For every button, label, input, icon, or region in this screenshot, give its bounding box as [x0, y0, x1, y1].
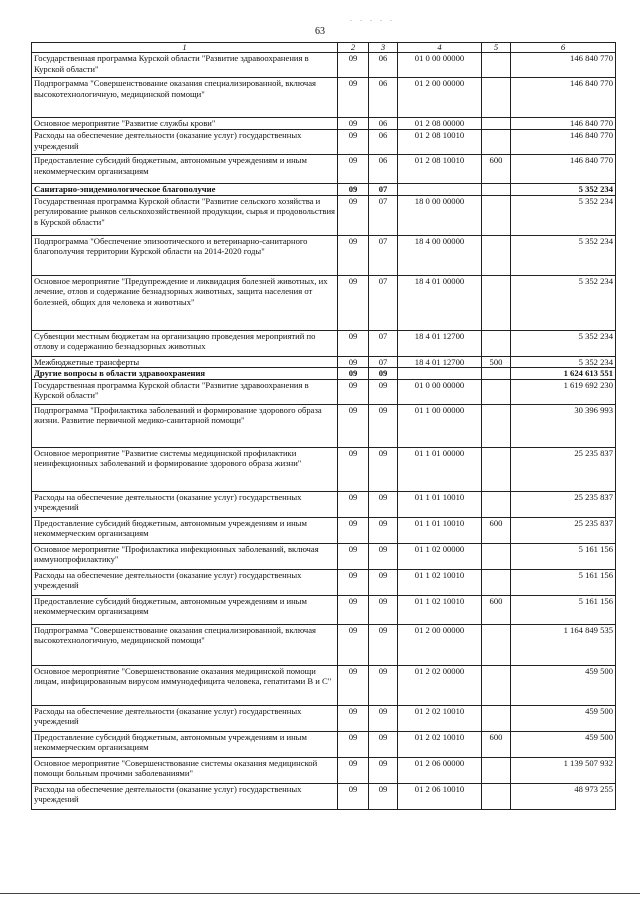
table-row	[32, 517, 616, 543]
row-expense-type-cell	[482, 705, 511, 731]
table-row	[32, 118, 616, 130]
row-name-cell: Основное мероприятие "Профилактика инфекционных заболеваний, включая иммунопрофилактику"	[32, 543, 338, 569]
row-name-cell: Государственная программа Курской области "Развитие здравоохранения в Курской области"	[32, 53, 338, 78]
row-expense-type-cell	[482, 491, 511, 517]
row-subsection-cell: 07	[369, 195, 398, 235]
row-target-article-cell: 18 4 01 00000	[398, 275, 482, 330]
row-target-article-cell: 01 1 01 00000	[398, 447, 482, 491]
row-expense-type-cell	[482, 447, 511, 491]
row-name-cell: Субвенции местным бюджетам на организацию проведения мероприятий по отлову и содержанию безнадзорных животных	[32, 330, 338, 356]
row-subsection-cell: 09	[369, 731, 398, 757]
row-subsection-cell: 06	[369, 118, 398, 130]
row-amount-cell: 25 235 837	[511, 517, 616, 543]
table-row	[32, 155, 616, 184]
row-amount-cell: 1 619 692 230	[511, 379, 616, 404]
row-name-cell: Подпрограмма "Обеспечение эпизоотического и ветеринарно-санитарного благополучия территории Курской области на 2014-2020 годы"	[32, 235, 338, 275]
table-row	[32, 569, 616, 595]
row-amount-cell: 1 164 849 535	[511, 624, 616, 665]
row-target-article-cell: 18 4 01 12700	[398, 356, 482, 368]
row-name-cell: Основное мероприятие "Совершенствование оказания медицинской помощи лицам, инфицированным вирусом иммунодефицита человека, гепатитами В и С"	[32, 665, 338, 705]
header-col-expense-type: 5	[482, 43, 511, 53]
row-subsection-cell: 07	[369, 235, 398, 275]
page-dots: . . . . .	[350, 14, 395, 23]
row-name-cell: Предоставление субсидий бюджетным, автономным учреждениям и иным некоммерческим организациям	[32, 517, 338, 543]
row-name-cell: Основное мероприятие "Развитие системы медицинской профилактики неинфекционных заболеваний и формирование здорового образа жизни"	[32, 447, 338, 491]
row-amount-cell: 5 352 234	[511, 235, 616, 275]
row-section-cell: 09	[338, 705, 369, 731]
row-subsection-cell: 09	[369, 517, 398, 543]
table-header-row	[32, 43, 616, 53]
row-amount-cell: 5 352 234	[511, 275, 616, 330]
row-target-article-cell: 01 2 06 00000	[398, 757, 482, 783]
row-expense-type-cell	[482, 665, 511, 705]
row-target-article-cell	[398, 184, 482, 196]
row-expense-type-cell	[482, 195, 511, 235]
row-subsection-cell: 06	[369, 155, 398, 184]
row-subsection-cell: 09	[369, 368, 398, 380]
row-subsection-cell: 07	[369, 275, 398, 330]
row-subsection-cell: 09	[369, 705, 398, 731]
row-expense-type-cell: 600	[482, 517, 511, 543]
row-expense-type-cell	[482, 368, 511, 380]
row-amount-cell: 1 139 507 932	[511, 757, 616, 783]
table-row	[32, 543, 616, 569]
row-section-cell: 09	[338, 330, 369, 356]
row-section-cell: 09	[338, 447, 369, 491]
row-subsection-cell: 07	[369, 356, 398, 368]
header-col-name: 1	[32, 43, 338, 53]
row-target-article-cell: 01 1 00 00000	[398, 404, 482, 447]
table-row	[32, 447, 616, 491]
row-section-cell: 09	[338, 757, 369, 783]
row-subsection-cell: 06	[369, 130, 398, 155]
page-bottom-line	[0, 893, 640, 894]
row-section-cell: 09	[338, 130, 369, 155]
row-name-cell: Санитарно-эпидемиологическое благополучие	[32, 184, 338, 196]
row-expense-type-cell	[482, 624, 511, 665]
row-name-cell: Расходы на обеспечение деятельности (оказание услуг) государственных учреждений	[32, 569, 338, 595]
row-target-article-cell: 01 2 08 00000	[398, 118, 482, 130]
row-amount-cell: 1 624 613 551	[511, 368, 616, 380]
row-expense-type-cell	[482, 118, 511, 130]
row-name-cell: Расходы на обеспечение деятельности (оказание услуг) государственных учреждений	[32, 491, 338, 517]
row-section-cell: 09	[338, 624, 369, 665]
row-expense-type-cell	[482, 569, 511, 595]
row-section-cell: 09	[338, 543, 369, 569]
row-target-article-cell: 01 1 01 10010	[398, 491, 482, 517]
row-name-cell: Расходы на обеспечение деятельности (оказание услуг) государственных учреждений	[32, 705, 338, 731]
row-target-article-cell: 01 2 06 10010	[398, 783, 482, 809]
row-target-article-cell: 01 2 02 00000	[398, 665, 482, 705]
row-section-cell: 09	[338, 595, 369, 624]
row-expense-type-cell	[482, 379, 511, 404]
row-section-cell: 09	[338, 155, 369, 184]
row-section-cell: 09	[338, 665, 369, 705]
table-row	[32, 783, 616, 809]
row-amount-cell: 5 352 234	[511, 195, 616, 235]
row-target-article-cell: 01 2 02 10010	[398, 731, 482, 757]
row-amount-cell: 25 235 837	[511, 491, 616, 517]
row-name-cell: Предоставление субсидий бюджетным, автономным учреждениям и иным некоммерческим организациям	[32, 731, 338, 757]
table-row	[32, 379, 616, 404]
row-section-cell: 09	[338, 235, 369, 275]
row-section-cell: 09	[338, 404, 369, 447]
table-row	[32, 665, 616, 705]
row-section-cell: 09	[338, 569, 369, 595]
row-amount-cell: 30 396 993	[511, 404, 616, 447]
row-target-article-cell: 18 4 01 12700	[398, 330, 482, 356]
row-name-cell: Государственная программа Курской области "Развитие сельского хозяйства и регулирование рынков сельскохозяйственной продукции, сырья и продовольствия в Курской области"	[32, 195, 338, 235]
row-subsection-cell: 09	[369, 543, 398, 569]
page-number: 63	[315, 26, 325, 37]
row-amount-cell: 459 500	[511, 705, 616, 731]
row-subsection-cell: 09	[369, 404, 398, 447]
header-col-target-article: 4	[398, 43, 482, 53]
row-name-cell: Государственная программа Курской области "Развитие здравоохранения в Курской области"	[32, 379, 338, 404]
row-subsection-cell: 09	[369, 624, 398, 665]
table-row	[32, 404, 616, 447]
row-subsection-cell: 09	[369, 595, 398, 624]
row-subsection-cell: 07	[369, 330, 398, 356]
table-row	[32, 757, 616, 783]
row-amount-cell: 5 352 234	[511, 356, 616, 368]
row-name-cell: Другие вопросы в области здравоохранения	[32, 368, 338, 380]
row-amount-cell: 146 840 770	[511, 53, 616, 78]
table-row	[32, 356, 616, 368]
row-expense-type-cell: 600	[482, 731, 511, 757]
row-section-cell: 09	[338, 53, 369, 78]
row-amount-cell: 459 500	[511, 665, 616, 705]
header-col-section: 2	[338, 43, 369, 53]
row-name-cell: Подпрограмма "Профилактика заболеваний и формирование здорового образа жизни. Развитие первичной медико-санитарной помощи"	[32, 404, 338, 447]
row-amount-cell: 5 352 234	[511, 330, 616, 356]
row-expense-type-cell	[482, 235, 511, 275]
table-row	[32, 195, 616, 235]
row-expense-type-cell	[482, 130, 511, 155]
row-target-article-cell: 01 2 00 00000	[398, 78, 482, 118]
row-subsection-cell: 09	[369, 379, 398, 404]
row-section-cell: 09	[338, 731, 369, 757]
row-section-cell: 09	[338, 195, 369, 235]
row-amount-cell: 25 235 837	[511, 447, 616, 491]
row-target-article-cell: 01 1 01 10010	[398, 517, 482, 543]
row-name-cell: Расходы на обеспечение деятельности (оказание услуг) государственных учреждений	[32, 130, 338, 155]
row-target-article-cell: 01 1 02 00000	[398, 543, 482, 569]
row-expense-type-cell	[482, 53, 511, 78]
row-subsection-cell: 09	[369, 757, 398, 783]
row-target-article-cell: 01 2 08 10010	[398, 130, 482, 155]
row-name-cell: Подпрограмма "Совершенствование оказания специализированной, включая высокотехнологичную, медицинской помощи"	[32, 624, 338, 665]
header-col-subsection: 3	[369, 43, 398, 53]
row-section-cell: 09	[338, 379, 369, 404]
row-amount-cell: 146 840 770	[511, 78, 616, 118]
row-subsection-cell: 06	[369, 78, 398, 118]
table-row	[32, 130, 616, 155]
row-target-article-cell	[398, 368, 482, 380]
row-subsection-cell: 09	[369, 447, 398, 491]
row-section-cell: 09	[338, 368, 369, 380]
header-col-amount: 6	[511, 43, 616, 53]
row-subsection-cell: 09	[369, 783, 398, 809]
row-expense-type-cell	[482, 184, 511, 196]
row-expense-type-cell	[482, 783, 511, 809]
row-subsection-cell: 06	[369, 53, 398, 78]
row-target-article-cell: 01 2 00 00000	[398, 624, 482, 665]
row-target-article-cell: 01 1 02 10010	[398, 595, 482, 624]
row-subsection-cell: 09	[369, 491, 398, 517]
row-amount-cell: 5 352 234	[511, 184, 616, 196]
row-name-cell: Предоставление субсидий бюджетным, автономным учреждениям и иным некоммерческим организациям	[32, 155, 338, 184]
row-section-cell: 09	[338, 78, 369, 118]
row-section-cell: 09	[338, 517, 369, 543]
row-target-article-cell: 01 1 02 10010	[398, 569, 482, 595]
row-expense-type-cell	[482, 543, 511, 569]
row-section-cell: 09	[338, 118, 369, 130]
row-expense-type-cell: 500	[482, 356, 511, 368]
row-target-article-cell: 01 2 02 10010	[398, 705, 482, 731]
row-expense-type-cell	[482, 330, 511, 356]
row-expense-type-cell	[482, 757, 511, 783]
row-expense-type-cell	[482, 275, 511, 330]
row-target-article-cell: 01 0 00 00000	[398, 379, 482, 404]
row-name-cell: Основное мероприятие "Развитие службы крови"	[32, 118, 338, 130]
row-amount-cell: 5 161 156	[511, 543, 616, 569]
row-subsection-cell: 07	[369, 184, 398, 196]
table-row	[32, 53, 616, 78]
row-amount-cell: 5 161 156	[511, 595, 616, 624]
table-row	[32, 705, 616, 731]
row-target-article-cell: 18 4 00 00000	[398, 235, 482, 275]
row-target-article-cell: 01 2 08 10010	[398, 155, 482, 184]
row-section-cell: 09	[338, 783, 369, 809]
row-section-cell: 09	[338, 184, 369, 196]
table-row	[32, 184, 616, 196]
row-section-cell: 09	[338, 356, 369, 368]
table-row	[32, 491, 616, 517]
row-name-cell: Основное мероприятие "Совершенствование системы оказания медицинской помощи больным прочими заболеваниями"	[32, 757, 338, 783]
row-amount-cell: 146 840 770	[511, 130, 616, 155]
row-amount-cell: 459 500	[511, 731, 616, 757]
row-name-cell: Подпрограмма "Совершенствование оказания специализированной, включая высокотехнологичную, медицинской помощи"	[32, 78, 338, 118]
row-subsection-cell: 09	[369, 569, 398, 595]
row-amount-cell: 146 840 770	[511, 118, 616, 130]
table-row	[32, 330, 616, 356]
row-expense-type-cell	[482, 78, 511, 118]
row-section-cell: 09	[338, 275, 369, 330]
row-name-cell: Предоставление субсидий бюджетным, автономным учреждениям и иным некоммерческим организациям	[32, 595, 338, 624]
row-section-cell: 09	[338, 491, 369, 517]
row-name-cell: Межбюджетные трансферты	[32, 356, 338, 368]
row-expense-type-cell: 600	[482, 595, 511, 624]
row-subsection-cell: 09	[369, 665, 398, 705]
table-row	[32, 235, 616, 275]
row-expense-type-cell	[482, 404, 511, 447]
row-amount-cell: 5 161 156	[511, 569, 616, 595]
row-target-article-cell: 01 0 00 00000	[398, 53, 482, 78]
row-target-article-cell: 18 0 00 00000	[398, 195, 482, 235]
table-row	[32, 731, 616, 757]
table-row	[32, 624, 616, 665]
table-row	[32, 595, 616, 624]
row-name-cell: Расходы на обеспечение деятельности (оказание услуг) государственных учреждений	[32, 783, 338, 809]
row-name-cell: Основное мероприятие "Предупреждение и ликвидация болезней животных, их лечение, отлов и содержание безнадзорных животных, защита населения от болезней, общих для человека и животных"	[32, 275, 338, 330]
row-expense-type-cell: 600	[482, 155, 511, 184]
table-row	[32, 78, 616, 118]
table-row	[32, 275, 616, 330]
row-amount-cell: 146 840 770	[511, 155, 616, 184]
budget-table	[31, 42, 616, 810]
table-row	[32, 368, 616, 380]
row-amount-cell: 48 973 255	[511, 783, 616, 809]
